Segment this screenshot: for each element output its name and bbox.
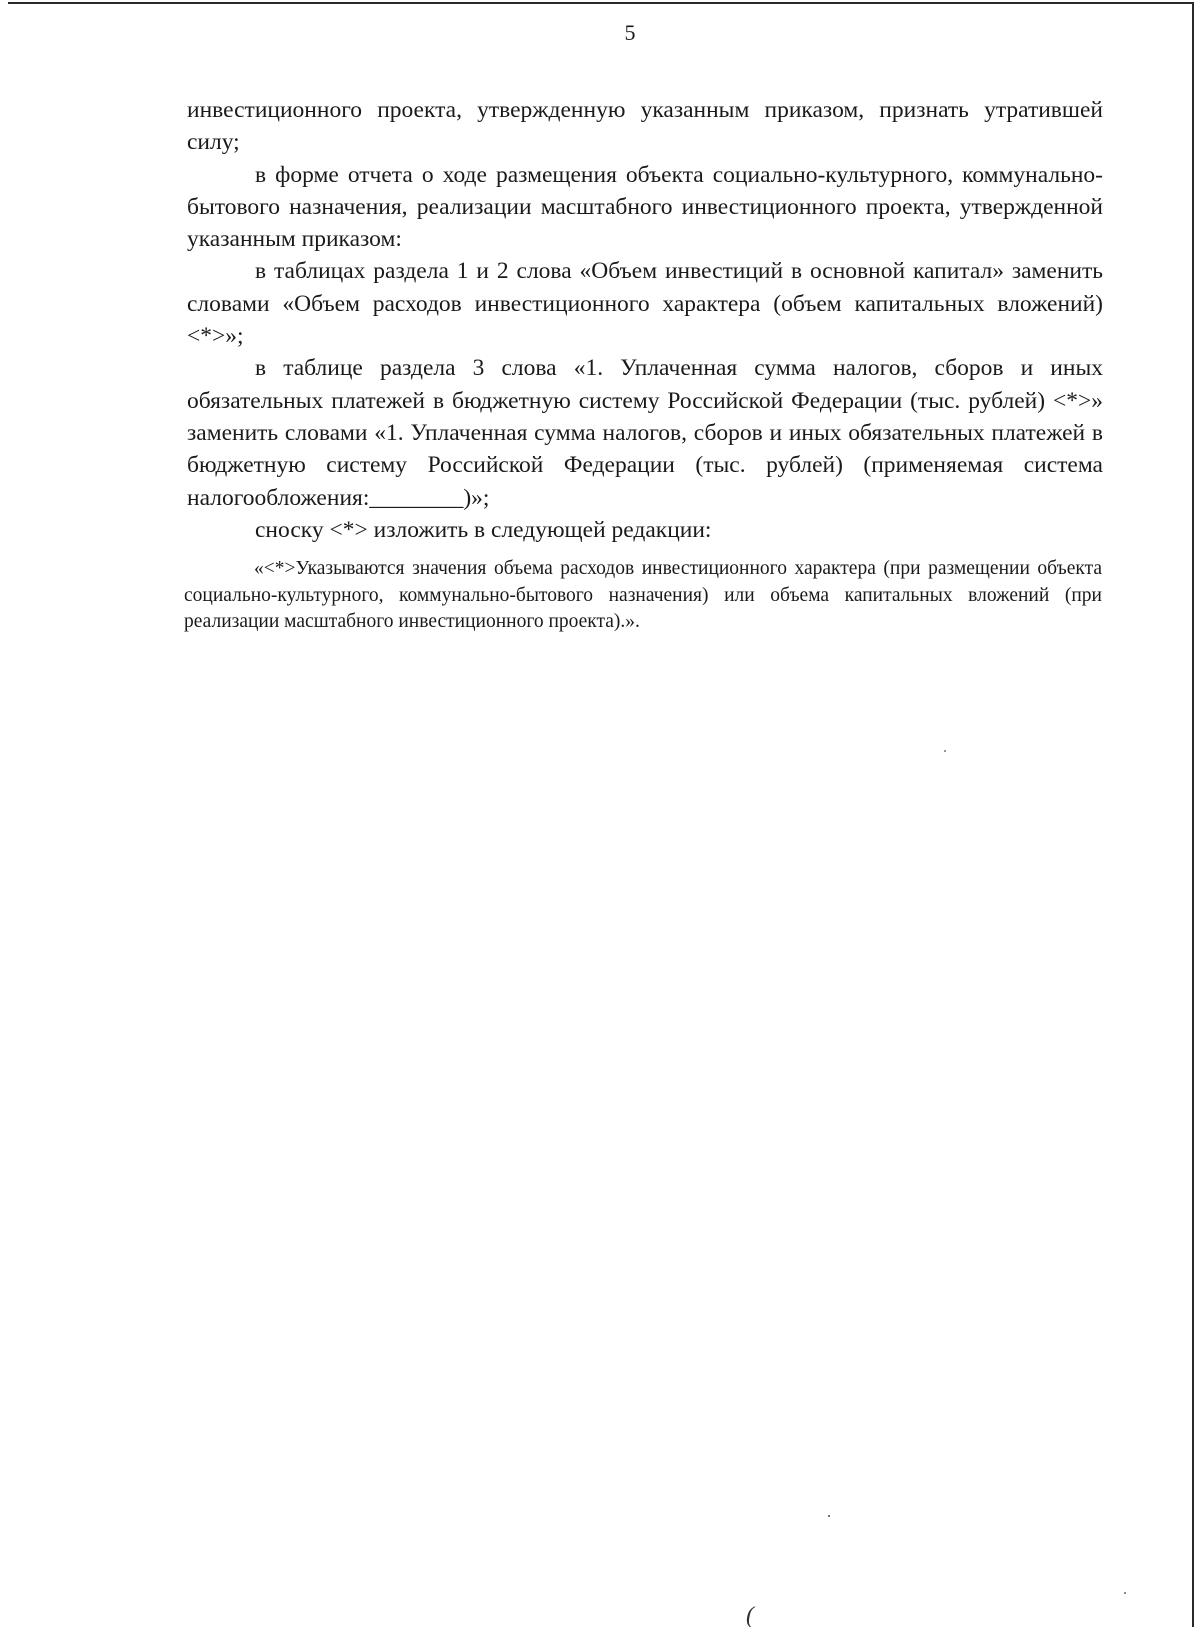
paragraph-report-form: в форме отчета о ходе размещения объекта социально-культурного, коммунально-бытового назначения, реализации масштабного инвестиционного проекта, утвержденной указанным приказом: <box>187 161 1103 253</box>
paragraph-tables-1-2: в таблицах раздела 1 и 2 слова «Объем инвестиций в основной капитал» заменить словами «Объем расходов инвестиционного характера (объем капитальных вложений) <*>»; <box>187 258 1103 350</box>
scan-speck <box>828 1515 830 1517</box>
footnote-text: «<*>Указываются значения объема расходов инвестиционного характера (при размещении объекта социально-культурного, коммунально-бытового назначения) или объема капитальных вложений (при реализации масштабного инвестиционного проекта).». <box>184 558 1102 632</box>
scan-top-border <box>8 2 1194 4</box>
paragraph-table-3: в таблице раздела 3 слова «1. Уплаченная сумма налогов, сборов и иных обязательных платежей в бюджетную систему Российской Федерации (тыс. рублей) <*>» заменить словами «1. Уплаченная сумма налогов, сборов и иных обязательных платежей в бюджетную систему Российской Федерации (тыс. рублей) (применяемая система налогообложения:________)»; <box>187 355 1103 511</box>
scan-speck <box>1124 1592 1126 1594</box>
scan-speck <box>944 750 946 752</box>
stray-paren-mark: ( <box>746 1603 754 1627</box>
page-number: 5 <box>624 20 636 45</box>
footnote-block <box>184 556 1102 636</box>
document-body <box>187 94 1103 546</box>
paragraph-continuation: инвестиционного проекта, утвержденную указанным приказом, признать утратившей силу; <box>187 97 1103 156</box>
paragraph-footnote-intro: сноску <*> изложить в следующей редакции: <box>255 516 712 543</box>
scan-right-border <box>1192 2 1194 1627</box>
